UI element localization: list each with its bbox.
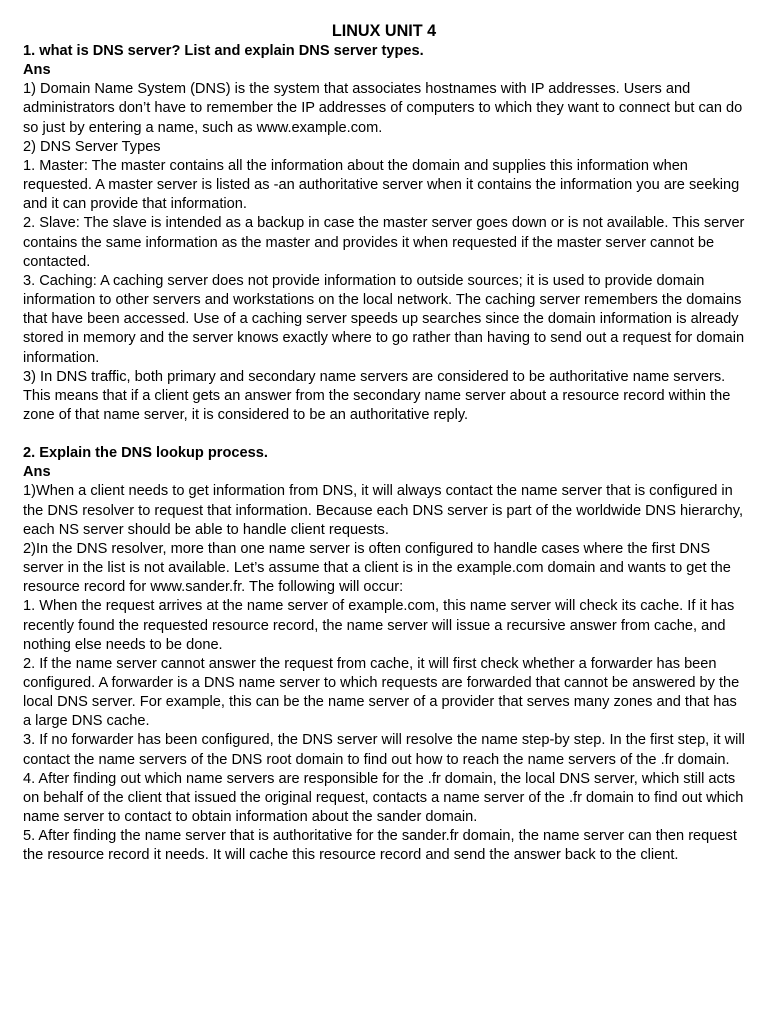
paragraph: 3. If no forwarder has been configured, the DNS server will resolve the name step-by step. In the first step, it will contact the name servers of the DNS root domain to find out how to reach the name servers of the .fr domain. (23, 732, 745, 768)
paragraph: 1. Master: The master contains all the information about the domain and supplies this information when requested. A master server is listed as -an authoritative server when it contains the information you are seeking and it can provide that information. (23, 157, 740, 213)
paragraph: 1)When a client needs to get information from DNS, it will always contact the name server that is configured in the DNS resolver to request that information. Because each DNS server is part of the worldwide DNS hierarchy, each NS server should be able to handle client requests. (23, 483, 744, 538)
paragraph: 5. After finding the name server that is authoritative for the sander.fr domain, the name server can then request the resource record it needs. It will cache this resource record and send the answer back to the client. (23, 828, 737, 864)
ans-label-2: Ans (23, 464, 51, 481)
ans-label-1: Ans (23, 62, 51, 79)
section-2 (23, 444, 745, 865)
paragraph: 4. After finding out which name servers are responsible for the .fr domain, the local DNS server, which still acts on behalf of the client that issued the original request, contacts a name server of the .fr domain to find out which name server to contact to obtain information about the sander domain. (23, 770, 744, 826)
question-2: 2. Explain the DNS lookup process. (23, 445, 268, 462)
paragraph: 2)In the DNS resolver, more than one name server is often configured to handle cases where the first DNS server in the list is not available. Let’s assume that a client is in the example.com domain and wants to get the resource record for www.sander.fr. The following will occur: (23, 540, 731, 596)
paragraph: 2. Slave: The slave is intended as a backup in case the master server goes down or is not available. This server contains the same information as the master and provides it when requested if the master server cannot be contacted. (23, 215, 745, 270)
question-1: 1. what is DNS server? List and explain DNS server types. (23, 43, 424, 59)
section-spacer (23, 425, 745, 444)
document-page (23, 21, 745, 866)
document-title: LINUX UNIT 4 (331, 22, 437, 40)
paragraph: 3) In DNS traffic, both primary and secondary name servers are considered to be authoritative name servers. This means that if a client gets an answer from the secondary name server about a resource record within the zone of that name server, it is considered to be an authoritative reply. (23, 368, 731, 423)
paragraph: 2) DNS Server Types (23, 138, 161, 155)
paragraph: 3. Caching: A caching server does not provide information to outside sources; it is used to provide domain information to other servers and workstations on the local network. The caching server remembers the domains that have been accessed. Use of a caching server speeds up searches since the domain information is already stored in memory and the server knows exactly where to go rather than having to send out a request for domain information. (23, 272, 745, 366)
paragraph: 1) Domain Name System (DNS) is the system that associates hostnames with IP addresses. Users and administrators don’t have to remember the IP addresses of computers to which they want to connect but can do so just by entering a name, such as www.example.com. (23, 81, 743, 136)
paragraph: 1. When the request arrives at the name server of example.com, this name server will check its cache. If it has recently found the requested resource record, the name server will issue a recursive answer from cache, and nothing else needs to be done. (23, 598, 735, 653)
paragraph: 2. If the name server cannot answer the request from cache, it will first check whether a forwarder has been configured. A forwarder is a DNS name server to which requests are forwarded that cannot be answered by the local DNS server. For example, this can be the name server of a provider that serves many zones and that has a large DNS cache. (23, 655, 740, 730)
section-1 (23, 42, 745, 425)
